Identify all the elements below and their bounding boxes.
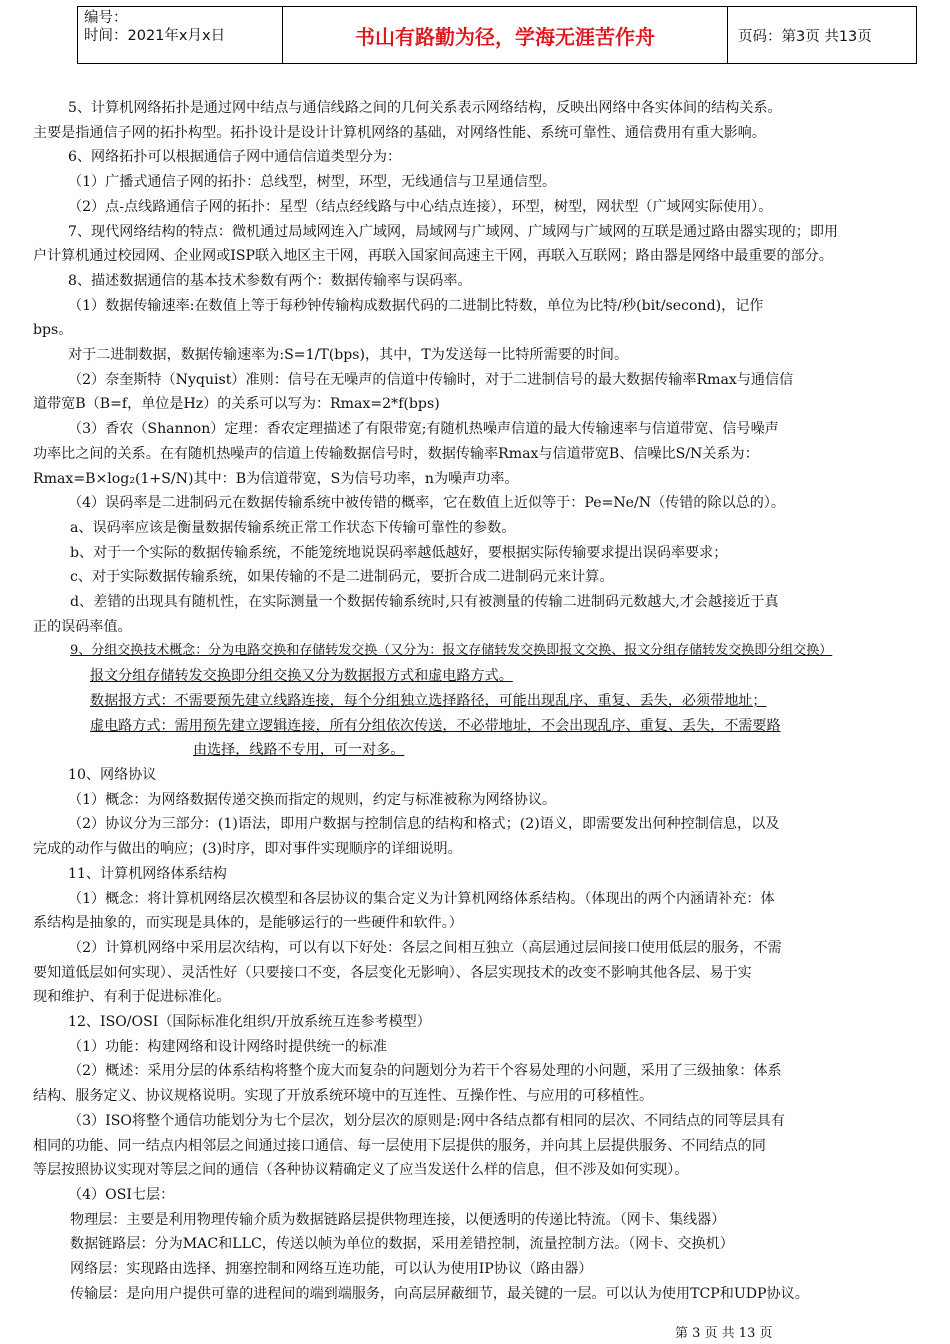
text-line: 正的误码率值。 xyxy=(33,618,132,635)
text-line: 完成的动作与做出的响应；(3)时序，即对事件实现顺序的详细说明。 xyxy=(33,841,462,858)
text-line: （4）误码率是二进制码元在数据传输系统中被传错的概率，它在数值上近似等于：Pe=Ne/N（传错的除以总的）。 xyxy=(68,495,785,512)
text-line-underlined: 9、分组交换技术概念：分为电路交换和存储转发交换（又分为：报文存储转发交换即报文交换、报文分组存储转发交换即分组交换） xyxy=(70,643,833,659)
header-page-info: 页码：第3页 共13页 xyxy=(738,28,872,45)
text-line: 11、计算机网络体系结构 xyxy=(68,865,227,882)
text-line: 对于二进制数据，数据传输速率为:S=1/T(bps)，其中，T为发送每一比特所需要的时间。 xyxy=(68,347,629,364)
text-line: 主要是指通信子网的拓扑构型。拓扑设计是设计计算机网络的基础，对网络性能、系统可靠性、通信费用有重大影响。 xyxy=(33,124,766,141)
time-label: 时间：2021年x月x日 xyxy=(84,28,226,44)
text-line-underlined: 虚电路方式：需用预先建立逻辑连接，所有分组依次传送，不必带地址，不会出现乱序、重复、丢失，不需要路 xyxy=(90,717,781,734)
text-line: （4）OSI七层： xyxy=(68,1186,175,1203)
text-line: （2）概述：采用分层的体系结构将整个庞大而复杂的问题划分为若干个容易处理的小问题，采用了三级抽象：体系 xyxy=(68,1063,782,1080)
text-line: （3）香农（Shannon）定理：香农定理描述了有限带宽;有随机热噪声信道的最大传输速率与信道带宽、信号噪声 xyxy=(68,421,779,438)
text-line: （2）奈奎斯特（Nyquist）准则：信号在无噪声的信道中传输时，对于二进制信号的最大数据传输率Rmax与通信信 xyxy=(68,371,794,388)
text-line: 10、网络协议 xyxy=(68,766,157,783)
number-label: 编号： xyxy=(84,10,128,26)
text-line: a、误码率应该是衡量数据传输系统正常工作状态下传输可靠性的参数。 xyxy=(70,519,516,536)
text-line: （2）协议分为三部分：(1)语法，即用户数据与控制信息的结构和格式；(2)语义，即需要发出何种控制信息，以及 xyxy=(68,816,780,833)
text-line: （1）概念：将计算机网络层次模型和各层协议的集合定义为计算机网络体系结构。（体现出的两个内涵请补充：体 xyxy=(68,890,775,907)
text-line: Rmax=B×log₂(1+S/N)其中：B为信道带宽，S为信号功率，n为噪声功率。 xyxy=(33,470,519,487)
header-motto: 书山有路勤为径，学海无涯苦作舟 xyxy=(283,7,728,63)
text-line: 7、现代网络结构的特点：微机通过局域网连入广域网，局域网与广域网、广域网与广域网的互联是通过路由器实现的；即用 xyxy=(68,223,839,240)
text-line: 相同的功能、同一结点内相邻层之间通过接口通信、每一层使用下层提供的服务，并向其上层提供服务、不同结点的同 xyxy=(33,1137,766,1154)
text-line: 物理层：主要是利用物理传输介质为数据链路层提供物理连接，以便透明的传递比特流。（网卡、集线器） xyxy=(70,1211,726,1228)
text-line: （1）广播式通信子网的拓扑：总线型，树型，环型，无线通信与卫星通信型。 xyxy=(68,174,557,191)
text-line: bps。 xyxy=(33,322,73,339)
text-line: （1）功能：构建网络和设计网络时提供统一的标准 xyxy=(68,1038,388,1055)
text-line-underlined: 数据报方式：不需要预先建立线路连接，每个分组独立选择路径，可能出现乱序、重复、丢失，必须带地址； xyxy=(90,692,767,709)
text-line: 要知道低层如何实现）、灵活性好（只要接口不变，各层变化无影响）、各层实现技术的改变不影响其他各层、易于实 xyxy=(33,964,752,981)
page-footer: 第 3 页 共 13 页 xyxy=(675,1326,773,1341)
text-line-underlined: 报文分组存储转发交换即分组交换又分为数据报方式和虚电路方式。 xyxy=(90,668,513,685)
text-line: （1）数据传输速率:在数值上等于每秒钟传输构成数据代码的二进制比特数，单位为比特/秒(bit/second)，记作 xyxy=(68,297,764,314)
text-line: 数据链路层：分为MAC和LLC，传送以帧为单位的数据，采用差错控制，流量控制方法。（网卡、交换机） xyxy=(70,1236,734,1253)
text-line: 现和维护、有利于促进标准化。 xyxy=(33,989,231,1006)
text-line: 传输层：是向用户提供可靠的进程间的端到端服务，向高层屏蔽细节，最关键的一层。可以认为使用TCP和UDP协议。 xyxy=(70,1285,809,1302)
text-line: b、对于一个实际的数据传输系统，不能笼统地说误码率越低越好，要根据实际传输要求提出误码率要求； xyxy=(70,544,728,561)
text-line: （3）ISO将整个通信功能划分为七个层次，划分层次的原则是:网中各结点都有相同的层次、不同结点的同等层具有 xyxy=(68,1112,785,1129)
text-line: （1）概念：为网络数据传递交换而指定的规则，约定与标准被称为网络协议。 xyxy=(68,791,557,808)
text-line: 结构、服务定义、协议规格说明。实现了开放系统环境中的互连性、互操作性、与应用的可移植性。 xyxy=(33,1088,654,1105)
text-line: 功率比之间的关系。在有随机热噪声的信道上传输数据信号时，数据传输率Rmax与信道带宽B、信噪比S/N关系为： xyxy=(33,445,759,462)
document-body xyxy=(33,96,913,1306)
text-line: 网络层：实现路由选择、拥塞控制和网络互连功能，可以认为使用IP协议（路由器） xyxy=(70,1261,593,1278)
text-line: 5、计算机网络拓扑是通过网中结点与通信线路之间的几何关系表示网络结构，反映出网络中各实体间的结构关系。 xyxy=(68,100,782,116)
text-line: 6、网络拓扑可以根据通信子网中通信信道类型分为： xyxy=(68,149,402,166)
text-line: 等层按照协议实现对等层之间的通信（各种协议精确定义了应当发送什么样的信息，但不涉及如何实现）。 xyxy=(33,1162,689,1179)
text-line: 系结构是抽象的，而实现是具体的，是能够运行的一些硬件和软件。） xyxy=(33,915,463,932)
text-line: 道带宽B（B=f，单位是Hz）的关系可以写为：Rmax=2*f(bps) xyxy=(33,396,440,413)
text-line: （2）点-点线路通信子网的拓扑：星型（结点经线路与中心结点连接），环型，树型，网状型（广域网实际使用）。 xyxy=(68,198,773,215)
text-line-underlined: 由选择，线路不专用，可一对多。 xyxy=(193,742,405,759)
header-meta xyxy=(78,7,283,63)
page-header xyxy=(77,6,917,64)
text-line: 户计算机通过校园网、企业网或ISP联入地区主干网，再联入国家间高速主干网，再联入互联网；路由器是网络中最重要的部分。 xyxy=(33,248,833,265)
text-line: d、差错的出现具有随机性，在实际测量一个数据传输系统时,只有被测量的传输二进制码元数越大,才会越接近于真 xyxy=(70,594,779,611)
text-line: （2）计算机网络中采用层次结构，可以有以下好处：各层之间相互独立（高层通过层间接口使用低层的服务，不需 xyxy=(68,939,782,956)
text-line: c、对于实际数据传输系统，如果传输的不是二进制码元，要折合成二进制码元来计算。 xyxy=(70,569,614,586)
text-line: 8、描述数据通信的基本技术参数有两个：数据传输率与误码率。 xyxy=(68,272,472,289)
text-line: 12、ISO/OSI（国际标准化组织/开放系统互连参考模型） xyxy=(68,1014,431,1031)
